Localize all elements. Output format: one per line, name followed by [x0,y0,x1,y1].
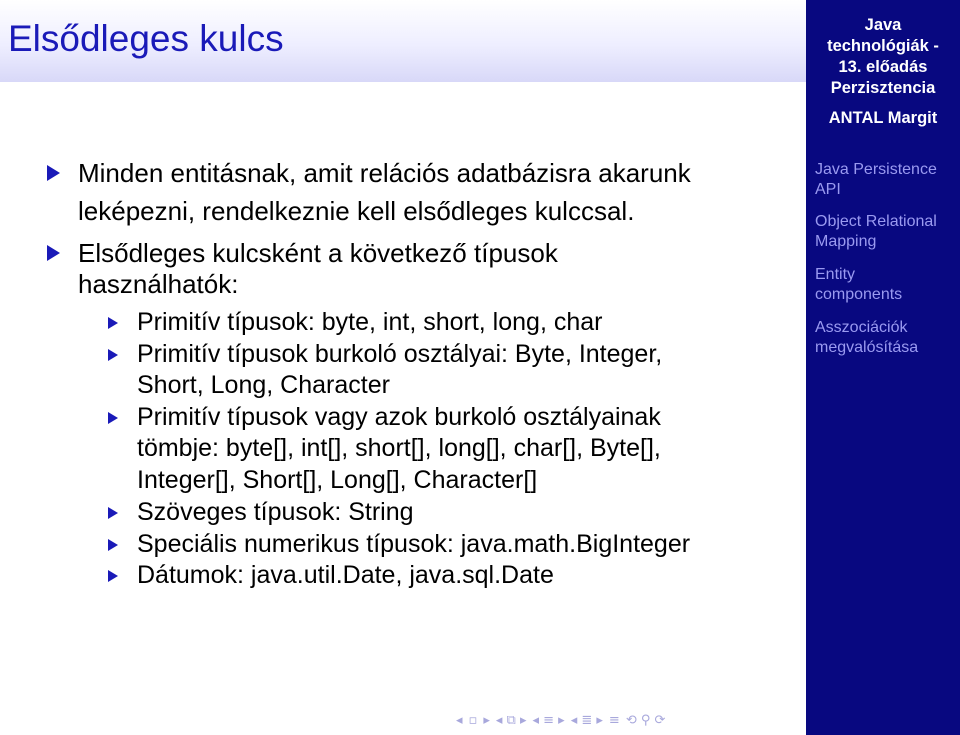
sidebar-title-line[interactable]: Perzisztencia [830,79,936,97]
navigation-bar [456,710,801,730]
sidebar-item-entity-components[interactable]: Entity [815,266,856,283]
sidebar-author[interactable]: ANTAL Margit [828,109,938,127]
subbullet-line: Primitív típusok burkoló osztályai: Byte, Integer, [137,340,663,368]
sidebar-title-line[interactable]: technológiák - [827,37,939,55]
subbullet-line: Short, Long, Character [137,371,390,399]
nav-slide-icon[interactable]: ◂ ≣ ▸ [570,712,603,728]
sidebar-item-associations[interactable]: megvalósítása [815,339,919,356]
subbullet-line: tömbje: byte[], int[], short[], long[], char[], Byte[], [137,434,661,462]
nav-search-icon[interactable]: ⟲ ⚲ ⟳ [625,712,666,728]
subbullet-icon [108,349,118,361]
sidebar-item-jpa[interactable]: API [815,181,841,198]
sidebar-title-line[interactable]: Java [864,16,902,34]
bullet-line: Elsődleges kulcsként a következő típusok [78,238,558,268]
subbullet-line: Dátumok: java.util.Date, java.sql.Date [137,561,554,589]
nav-frame-icon[interactable]: ▫ [468,712,478,728]
sidebar-item-entity-components[interactable]: components [815,286,903,303]
nav-section-icon[interactable]: ◂ ≡ ▸ [532,712,565,728]
subbullet-icon [108,539,118,551]
bullet-line: leképezni, rendelkeznie kell elsődleges kulccsal. [78,196,635,226]
subbullet-icon [108,412,118,424]
subbullet-line: Primitív típusok: byte, int, short, long, char [137,308,603,336]
subbullet-icon [108,317,118,329]
subbullet-icon [108,570,118,582]
nav-first-icon[interactable]: ◂ [456,712,463,728]
bullet-line: Minden entitásnak, amit relációs adatbázisra akarunk [78,158,691,188]
nav-align-icon[interactable]: ≡ [608,712,620,728]
subbullet-line: Integer[], Short[], Long[], Character[] [137,466,538,494]
sidebar-item-orm[interactable]: Mapping [815,233,877,250]
sidebar [806,0,960,735]
sidebar-item-associations[interactable]: Asszociációk [815,319,908,336]
sidebar-item-orm[interactable]: Object Relational [815,213,937,230]
subbullet-line: Speciális numerikus típusok: java.math.BigInteger [137,530,691,558]
nav-subsection-icon[interactable]: ◂ ⧉ ▸ [495,712,527,728]
slide-title: Elsődleges kulcs [8,18,284,59]
subbullet-line: Primitív típusok vagy azok burkoló osztályainak [137,403,661,431]
nav-frame-next-icon[interactable]: ▸ [483,712,490,728]
subbullet-line: Szöveges típusok: String [137,498,414,526]
bullet-line: használhatók: [78,269,239,299]
bullet-icon [47,165,60,181]
bullet-icon [47,245,60,261]
subbullet-icon [108,507,118,519]
sidebar-title-line[interactable]: 13. előadás [838,58,928,76]
sidebar-item-jpa[interactable]: Java Persistence [815,161,937,178]
